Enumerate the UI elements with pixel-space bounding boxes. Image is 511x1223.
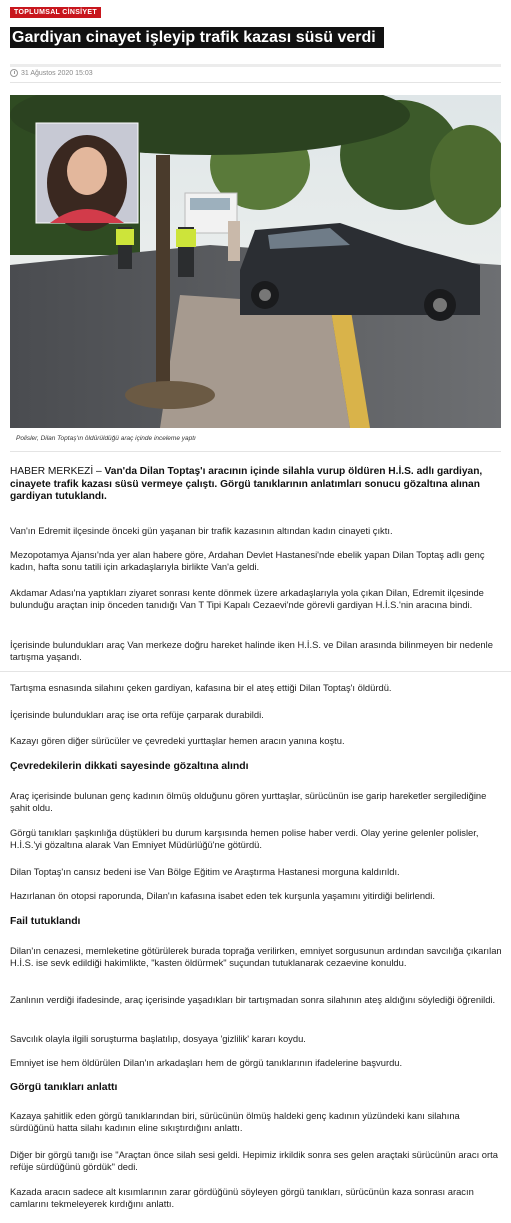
image-caption: Polisler, Dilan Toptaş'ın öldürüldüğü araç içinde inceleme yaptı: [16, 435, 196, 442]
subheading: Görgü tanıkları anlattı: [10, 1082, 118, 1093]
subheading: Fail tutuklandı: [10, 916, 81, 927]
accident-scene-photo: [10, 95, 501, 428]
lead-prefix: HABER MERKEZİ –: [10, 466, 105, 477]
article-photo: [10, 95, 501, 428]
paragraph: Tartışma esnasında silahını çeken gardiyan, kafasına bir el ateş ettiği Dilan Toptaş'ı öldürdü.: [10, 682, 392, 693]
caption-divider: [10, 451, 501, 452]
paragraph: Dilan'ın cenazesi, memleketine götürülerek burada toprağa verilirken, emniyet sorgusunun ardından savcılığa çıkarılan H.İ.S. ise sevk edildiği hakimlikte, "kasten öldürmek" suçundan tutuklanarak cezaevine konuldu.: [10, 945, 502, 968]
paragraph: Araç içerisinde bulunan genç kadının ölmüş olduğunu gören yurttaşlar, sürücünün ise garip hareketler sergilediğine şahit oldu.: [10, 790, 487, 813]
paragraph: Görgü tanıkları şaşkınlığa düştükleri bu durum karşısında hemen polise haber verdi. Olay yerine gelenler polisler, H.İ.S.'yi gözaltına alarak Van Emniyet Müdürlüğü'ne götürdü.: [10, 827, 479, 850]
paragraph: Kazayı gören diğer sürücüler ve çevredeki yurttaşlar hemen aracın yanına koştu.: [10, 735, 345, 746]
paragraph: Savcılık olayla ilgili soruşturma başlatılıp, dosyaya 'gizlilik' kararı koydu.: [10, 1033, 306, 1044]
lead-text: Van'da Dilan Toptaş'ı aracının içinde silahla vurup öldüren H.İ.S. adlı gardiyan, cinayete trafik kazası süsü vermeye çalıştı. Görgü tanıklarının anlatımları sonucu gözaltına alınan gardiyan tutuklandı.: [10, 466, 483, 502]
section-divider: [0, 671, 511, 672]
paragraph: Kazaya şahitlik eden görgü tanıklarından biri, sürücünün ölmüş haldeki genç kadının yüzündeki kanı silahına sürdüğünü hatta silahı kadının eline sıkıştırdığını anlattı.: [10, 1110, 460, 1133]
subheading: Çevredekilerin dikkati sayesinde gözaltına alındı: [10, 761, 249, 772]
paragraph: Hazırlanan ön otopsi raporunda, Dilan'ın kafasına isabet eden tek kurşunla yaşamını yitirdiği belirlendi.: [10, 890, 435, 901]
paragraph: Kazada aracın sadece alt kısımlarının zarar gördüğünü söyleyen görgü tanıkları, sürücünün kaza sonrası aracın camlarını tekmeleyerek kırdığını anlattı.: [10, 1186, 474, 1209]
category-badge[interactable]: TOPLUMSAL CİNSİYET: [10, 7, 101, 18]
title-divider: [10, 64, 501, 67]
paragraph: Mezopotamya Ajansı'nda yer alan habere göre, Ardahan Devlet Hastanesi'nde ebelik yapan Dilan Toptaş adlı genç kadın, hafta sonu tatili için arkadaşlarıyla birlikte Van'a geldi.: [10, 549, 485, 572]
paragraph: İçerisinde bulundukları araç Van merkeze doğru hareket halinde iken H.İ.S. ve Dilan arasında bilinmeyen bir nedenle tartışma yaşandı.: [10, 639, 493, 662]
paragraph: İçerisinde bulundukları araç ise orta refüje çarparak durabildi.: [10, 709, 264, 720]
publish-date: 31 Ağustos 2020 15:03: [21, 69, 93, 77]
article-title: Gardiyan cinayet işleyip trafik kazası süsü verdi: [10, 27, 384, 48]
clock-icon: [10, 69, 18, 77]
paragraph: Van'ın Edremit ilçesinde önceki gün yaşanan bir trafik kazasının altından kadın cinayeti çıktı.: [10, 525, 393, 536]
meta-divider: [10, 82, 501, 83]
paragraph: Emniyet ise hem öldürülen Dilan'ın arkadaşları hem de görgü tanıklarının ifadelerine başvurdu.: [10, 1057, 403, 1068]
article-meta: [10, 69, 93, 77]
paragraph: Akdamar Adası'na yaptıkları ziyaret sonrası kente dönmek üzere arkadaşlarıyla yola çıkan Dilan, Edremit ilçesinde bulunduğu araçtan inip önceden tanıdığı Van T Tipi Kapalı Cezaevi'nde görevli gardiyan H.İ.S.'nin aracına bindi.: [10, 587, 484, 610]
paragraph: Zanlının verdiği ifadesinde, araç içerisinde yaşadıkları bir tartışmadan sonra silahının ateş aldığını söylediği öğrenildi.: [10, 994, 496, 1005]
paragraph: Diğer bir görgü tanığı ise "Araçtan önce silah sesi geldi. Hepimiz irkildik sonra ses gelen araçtaki sürücünün aracı orta refüje sürdüğünü gördük" dedi.: [10, 1149, 498, 1172]
paragraph: Dilan Toptaş'ın cansız bedeni ise Van Bölge Eğitim ve Araştırma Hastanesi morguna kaldırıldı.: [10, 866, 400, 877]
article-lead: [10, 466, 501, 504]
